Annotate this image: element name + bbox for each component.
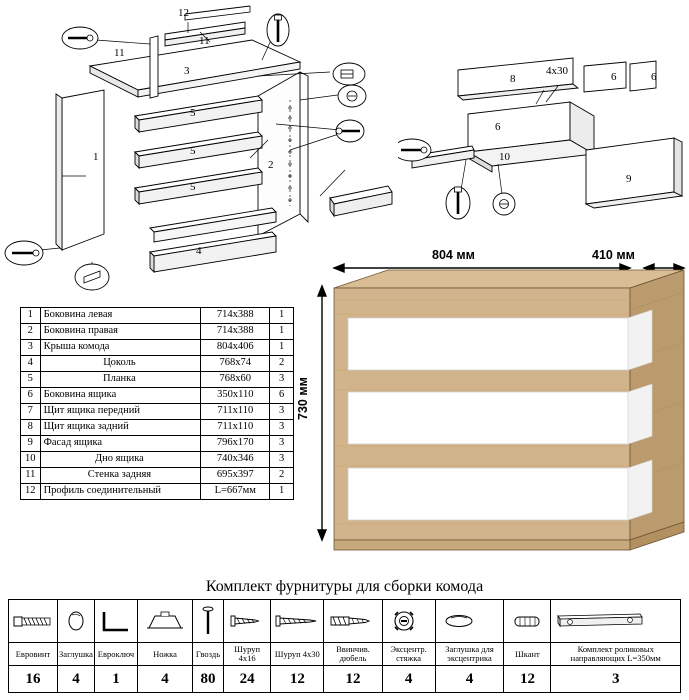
- drawer-slide-icon: [552, 604, 648, 638]
- dowel-screw-icon: [325, 604, 375, 638]
- hw-count: 3: [551, 666, 681, 693]
- callout-1: 1: [93, 151, 99, 163]
- hw-label: Шуруп 4х16: [224, 643, 271, 666]
- hw-label: Заглушка для эксцентрика: [435, 643, 504, 666]
- part-name: Цоколь: [40, 356, 201, 372]
- hardware-table: [8, 599, 681, 693]
- callout-6-b: 6: [651, 71, 657, 83]
- hw-label: Шуруп 4х30: [271, 643, 324, 666]
- part-quantity: 1: [270, 340, 294, 356]
- part-quantity: 3: [270, 452, 294, 468]
- callout-10: 10: [499, 151, 510, 163]
- hw-count: 80: [193, 666, 224, 693]
- part-dimension: 714х388: [201, 324, 270, 340]
- hw-icon-cell: [58, 600, 95, 643]
- screw-4x30-icon: [272, 604, 322, 638]
- part-dimension: 350х110: [201, 388, 270, 404]
- hw-count: 4: [435, 666, 504, 693]
- part-quantity: 3: [270, 404, 294, 420]
- product-render: [300, 240, 689, 570]
- hw-label: Комплект роликовых направляющих L=350мм: [551, 643, 681, 666]
- part-name: Фасад ящика: [40, 436, 201, 452]
- part-number: 9: [21, 436, 41, 452]
- cam-lock-icon: [384, 604, 424, 638]
- euro-screw-icon: [10, 604, 56, 638]
- part-dimension: 768х74: [201, 356, 270, 372]
- table-row: [21, 484, 294, 500]
- part-name: Профиль соединительный: [40, 484, 201, 500]
- hw-count: 16: [9, 666, 58, 693]
- part-number: 8: [21, 420, 41, 436]
- callout-11-a: 11: [114, 47, 125, 59]
- part-quantity: 1: [270, 324, 294, 340]
- part-name: Планка: [40, 372, 201, 388]
- part-name: Дно ящика: [40, 452, 201, 468]
- part-dimension: 768х60: [201, 372, 270, 388]
- hw-icon-cell: [138, 600, 193, 643]
- part-quantity: 2: [270, 356, 294, 372]
- callout-6-a: 6: [611, 71, 617, 83]
- part-number: 6: [21, 388, 41, 404]
- table-row: [21, 356, 294, 372]
- table-row: [21, 452, 294, 468]
- part-number: 7: [21, 404, 41, 420]
- table-row: [21, 324, 294, 340]
- hw-count: 4: [382, 666, 435, 693]
- table-row: [21, 308, 294, 324]
- hardware-title: Комплект фурнитуры для сборки комода: [205, 578, 484, 595]
- hw-count: 12: [271, 666, 324, 693]
- dimension-depth-label: 410 мм: [592, 248, 635, 262]
- hw-label: Гвоздь: [193, 643, 224, 666]
- callout-9: 9: [626, 173, 632, 185]
- part-name: Крыша комода: [40, 340, 201, 356]
- nail-icon: [194, 604, 222, 638]
- part-quantity: 3: [270, 372, 294, 388]
- hw-label: Ножка: [138, 643, 193, 666]
- part-name: Боковина ящика: [40, 388, 201, 404]
- part-number: 5: [21, 372, 41, 388]
- part-number: 10: [21, 452, 41, 468]
- part-number: 1: [21, 308, 41, 324]
- table-row: [21, 388, 294, 404]
- table-row: [21, 372, 294, 388]
- part-dimension: 740х346: [201, 452, 270, 468]
- part-dimension: L=667мм: [201, 484, 270, 500]
- part-number: 3: [21, 340, 41, 356]
- callout-2: 2: [268, 159, 274, 171]
- table-row: [21, 404, 294, 420]
- hw-count: 1: [95, 666, 138, 693]
- hw-icon-cell: [95, 600, 138, 643]
- hw-label: Заглушка: [58, 643, 95, 666]
- furniture-leg-icon: [139, 604, 191, 638]
- hw-icon-cell: [193, 600, 224, 643]
- table-row: [21, 340, 294, 356]
- callout-3: 3: [184, 65, 190, 77]
- parts-table: [20, 307, 294, 500]
- hw-icon-cell: [435, 600, 504, 643]
- callout-5-c: 5: [190, 181, 196, 193]
- callout-5-b: 5: [190, 145, 196, 157]
- hw-count: 12: [504, 666, 551, 693]
- hw-icon-cell: [382, 600, 435, 643]
- part-name: Щит ящика передний: [40, 404, 201, 420]
- part-quantity: 6: [270, 388, 294, 404]
- part-dimension: 804х406: [201, 340, 270, 356]
- part-number: 11: [21, 468, 41, 484]
- hw-icon-cell: [224, 600, 271, 643]
- hw-count: 24: [224, 666, 271, 693]
- part-dimension: 796х170: [201, 436, 270, 452]
- part-quantity: 2: [270, 468, 294, 484]
- wood-dowel-icon: [505, 604, 549, 638]
- hw-label: Эксцентр. стяжка: [382, 643, 435, 666]
- cam-cover-icon: [437, 604, 481, 638]
- callout-4x30: 4х30: [546, 65, 568, 77]
- hw-icon-cell: [271, 600, 324, 643]
- hw-count: 4: [58, 666, 95, 693]
- hw-label: Евроключ: [95, 643, 138, 666]
- dimension-width-label: 804 мм: [432, 248, 475, 262]
- part-name: Боковина левая: [40, 308, 201, 324]
- callout-11-b: 11: [199, 35, 210, 47]
- hw-icon-cell: [324, 600, 382, 643]
- table-row: [21, 468, 294, 484]
- part-dimension: 714х388: [201, 308, 270, 324]
- part-quantity: 3: [270, 420, 294, 436]
- part-number: 2: [21, 324, 41, 340]
- hw-label: Ввинчив. дюбель: [324, 643, 382, 666]
- part-dimension: 711х110: [201, 420, 270, 436]
- hw-label: Шкант: [504, 643, 551, 666]
- part-number: 12: [21, 484, 41, 500]
- callout-5-a: 5: [190, 107, 196, 119]
- table-row: [21, 420, 294, 436]
- hw-icon-cell: [9, 600, 58, 643]
- hw-icon-cell: [504, 600, 551, 643]
- hw-icon-cell: [551, 600, 681, 643]
- table-row: [21, 436, 294, 452]
- part-name: Стенка задняя: [40, 468, 201, 484]
- cap-plug-icon: [59, 604, 93, 638]
- part-dimension: 711х110: [201, 404, 270, 420]
- part-quantity: 1: [270, 484, 294, 500]
- callout-12: 12: [178, 7, 189, 19]
- dimension-height-label: 730 мм: [296, 377, 310, 420]
- part-quantity: 1: [270, 308, 294, 324]
- callout-4: 4: [196, 245, 202, 257]
- part-name: Щит ящика задний: [40, 420, 201, 436]
- hw-count: 12: [324, 666, 382, 693]
- part-dimension: 695х397: [201, 468, 270, 484]
- hw-count: 4: [138, 666, 193, 693]
- screw-4x16-icon: [225, 604, 269, 638]
- part-number: 4: [21, 356, 41, 372]
- allen-key-icon: [96, 604, 136, 638]
- part-name: Боковина правая: [40, 324, 201, 340]
- callout-6-c: 6: [495, 121, 501, 133]
- hw-label: Евровинт: [9, 643, 58, 666]
- part-quantity: 3: [270, 436, 294, 452]
- drawer-assembly-diagram: [398, 38, 689, 238]
- callout-8: 8: [510, 73, 516, 85]
